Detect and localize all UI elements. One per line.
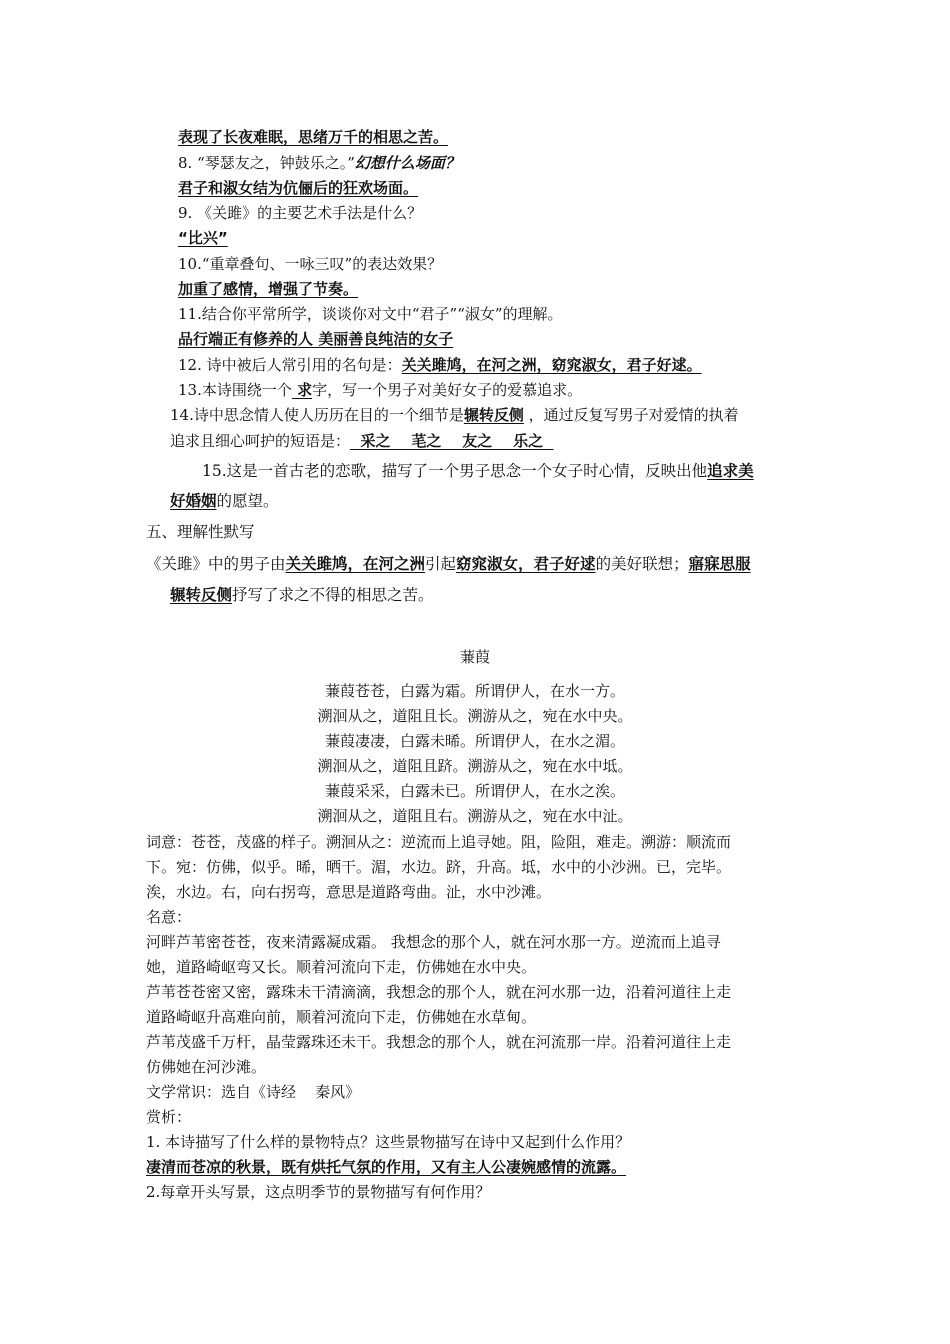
question-11: 11.结合你平常所学，谈谈你对文中“君子”“淑女”的理解。 [178, 305, 563, 323]
poem-title: 蒹葭 [459, 648, 490, 666]
mingyi-line: 道路崎岖升高难向前，顺着河流向下走，仿佛她在水草甸。 [146, 1008, 537, 1026]
mingyi-line: 芦苇茂盛千万杆，晶莹露珠还未干。我想念的那个人，就在河流那一岸。沿着河道往上走 [146, 1033, 732, 1051]
section-5-line1: 《关雎》中的男子由关关雎鸠，在河之洲引起窈窕淑女，君子好逑的美好联想；寤寐思服 [146, 555, 751, 573]
question-15-line1: 15.这是一首古老的恋歌，描写了一个男子思念一个女子时心情，反映出他追求美 [202, 462, 754, 480]
answer-7: 表现了长夜难眠，思绪万千的相思之苦。 [178, 128, 449, 146]
question-13: 13.本诗围绕一个 求字，写一个男子对美好女子的爱慕追求。 [178, 381, 583, 399]
appreciation-answer-1: 凄清而苍凉的秋景，既有烘托气氛的作用，又有主人公凄婉感情的流露。 [146, 1158, 627, 1176]
mingyi-line: 她，道路崎岖弯又长。顺着河流向下走，仿佛她在水中央。 [146, 958, 537, 976]
ciyi-line: 下。宛：仿佛，似乎。晞，晒干。湄，水边。跻，升高。坻，水中的小沙洲。已，完毕。 [146, 858, 732, 876]
ciyi-line: 词意：苍苍，茂盛的样子。溯洄从之：逆流而上追寻她。阻，险阻，难走。溯游：顺流而 [146, 833, 732, 851]
answer-11: 品行端正有修养的人 美丽善良纯洁的女子 [178, 330, 454, 348]
mingyi-line: 仿佛她在河沙滩。 [146, 1058, 267, 1076]
answer-9: “比兴” [178, 229, 228, 247]
appreciation-question-1: 1. 本诗描写了什么样的景物特点？这些景物描写在诗中又起到什么作用？ [146, 1133, 631, 1151]
answer-8: 君子和淑女结为伉俪后的狂欢场面。 [178, 179, 419, 197]
question-14-line1: 14.诗中思念情人使人历历在目的一个细节是辗转反侧 ，通过反复写男子对爱情的执着 [170, 406, 739, 424]
answer-10: 加重了感情，增强了节奏。 [178, 280, 359, 298]
question-12: 12. 诗中被后人常引用的名句是：关关雎鸠，在河之洲，窈窕淑女，君子好逑。 [178, 356, 702, 374]
literary-knowledge: 文学常识：选自《诗经 秦风》 [146, 1083, 361, 1101]
question-15-line2: 好婚姻的愿望。 [170, 492, 279, 510]
section-5-line2: 辗转反侧抒写了求之不得的相思之苦。 [170, 586, 434, 604]
poem-line: 蒹葭采采，白露未已。所谓伊人，在水之涘。 [324, 782, 625, 800]
ciyi-line: 涘，水边。右，向右拐弯，意思是道路弯曲。沚，水中沙滩。 [146, 883, 552, 901]
mingyi-label: 名意： [146, 908, 192, 926]
question-9: 9. 《关雎》的主要艺术手法是什么？ [178, 204, 423, 222]
poem-line: 溯洄从之，道阻且长。溯游从之，宛在水中央。 [317, 707, 633, 725]
poem-line: 蒹葭苍苍，白露为霜。所谓伊人，在水一方。 [324, 682, 625, 700]
question-8: 8. “琴瑟友之，钟鼓乐之。”幻想什么场面？ [178, 154, 460, 172]
mingyi-line: 芦苇苍苍密又密，露珠未干清滴滴，我想念的那个人，就在河水那一边，沿着河道往上走 [146, 983, 732, 1001]
section-5-heading: 五、理解性默写 [146, 523, 255, 541]
poem-line: 溯洄从之，道阻且右。溯游从之，宛在水中沚。 [317, 807, 633, 825]
poem-line: 蒹葭凄凄，白露未晞。所谓伊人，在水之湄。 [324, 732, 625, 750]
poem-line: 溯洄从之，道阻且跻。溯游从之，宛在水中坻。 [317, 757, 633, 775]
question-10: 10.“重章叠句、一咏三叹”的表达效果？ [178, 255, 443, 273]
mingyi-line: 河畔芦苇密苍苍，夜来清露凝成霜。 我想念的那个人，就在河水那一方。逆流而上追寻 [146, 933, 721, 951]
appreciation-question-2: 2.每章开头写景，这点明季节的景物描写有何作用？ [146, 1183, 491, 1201]
question-14-line2: 追求且细心呵护的短语是： 采之 芼之 友之 乐之 [170, 432, 554, 450]
appreciation-label: 赏析： [146, 1108, 192, 1126]
